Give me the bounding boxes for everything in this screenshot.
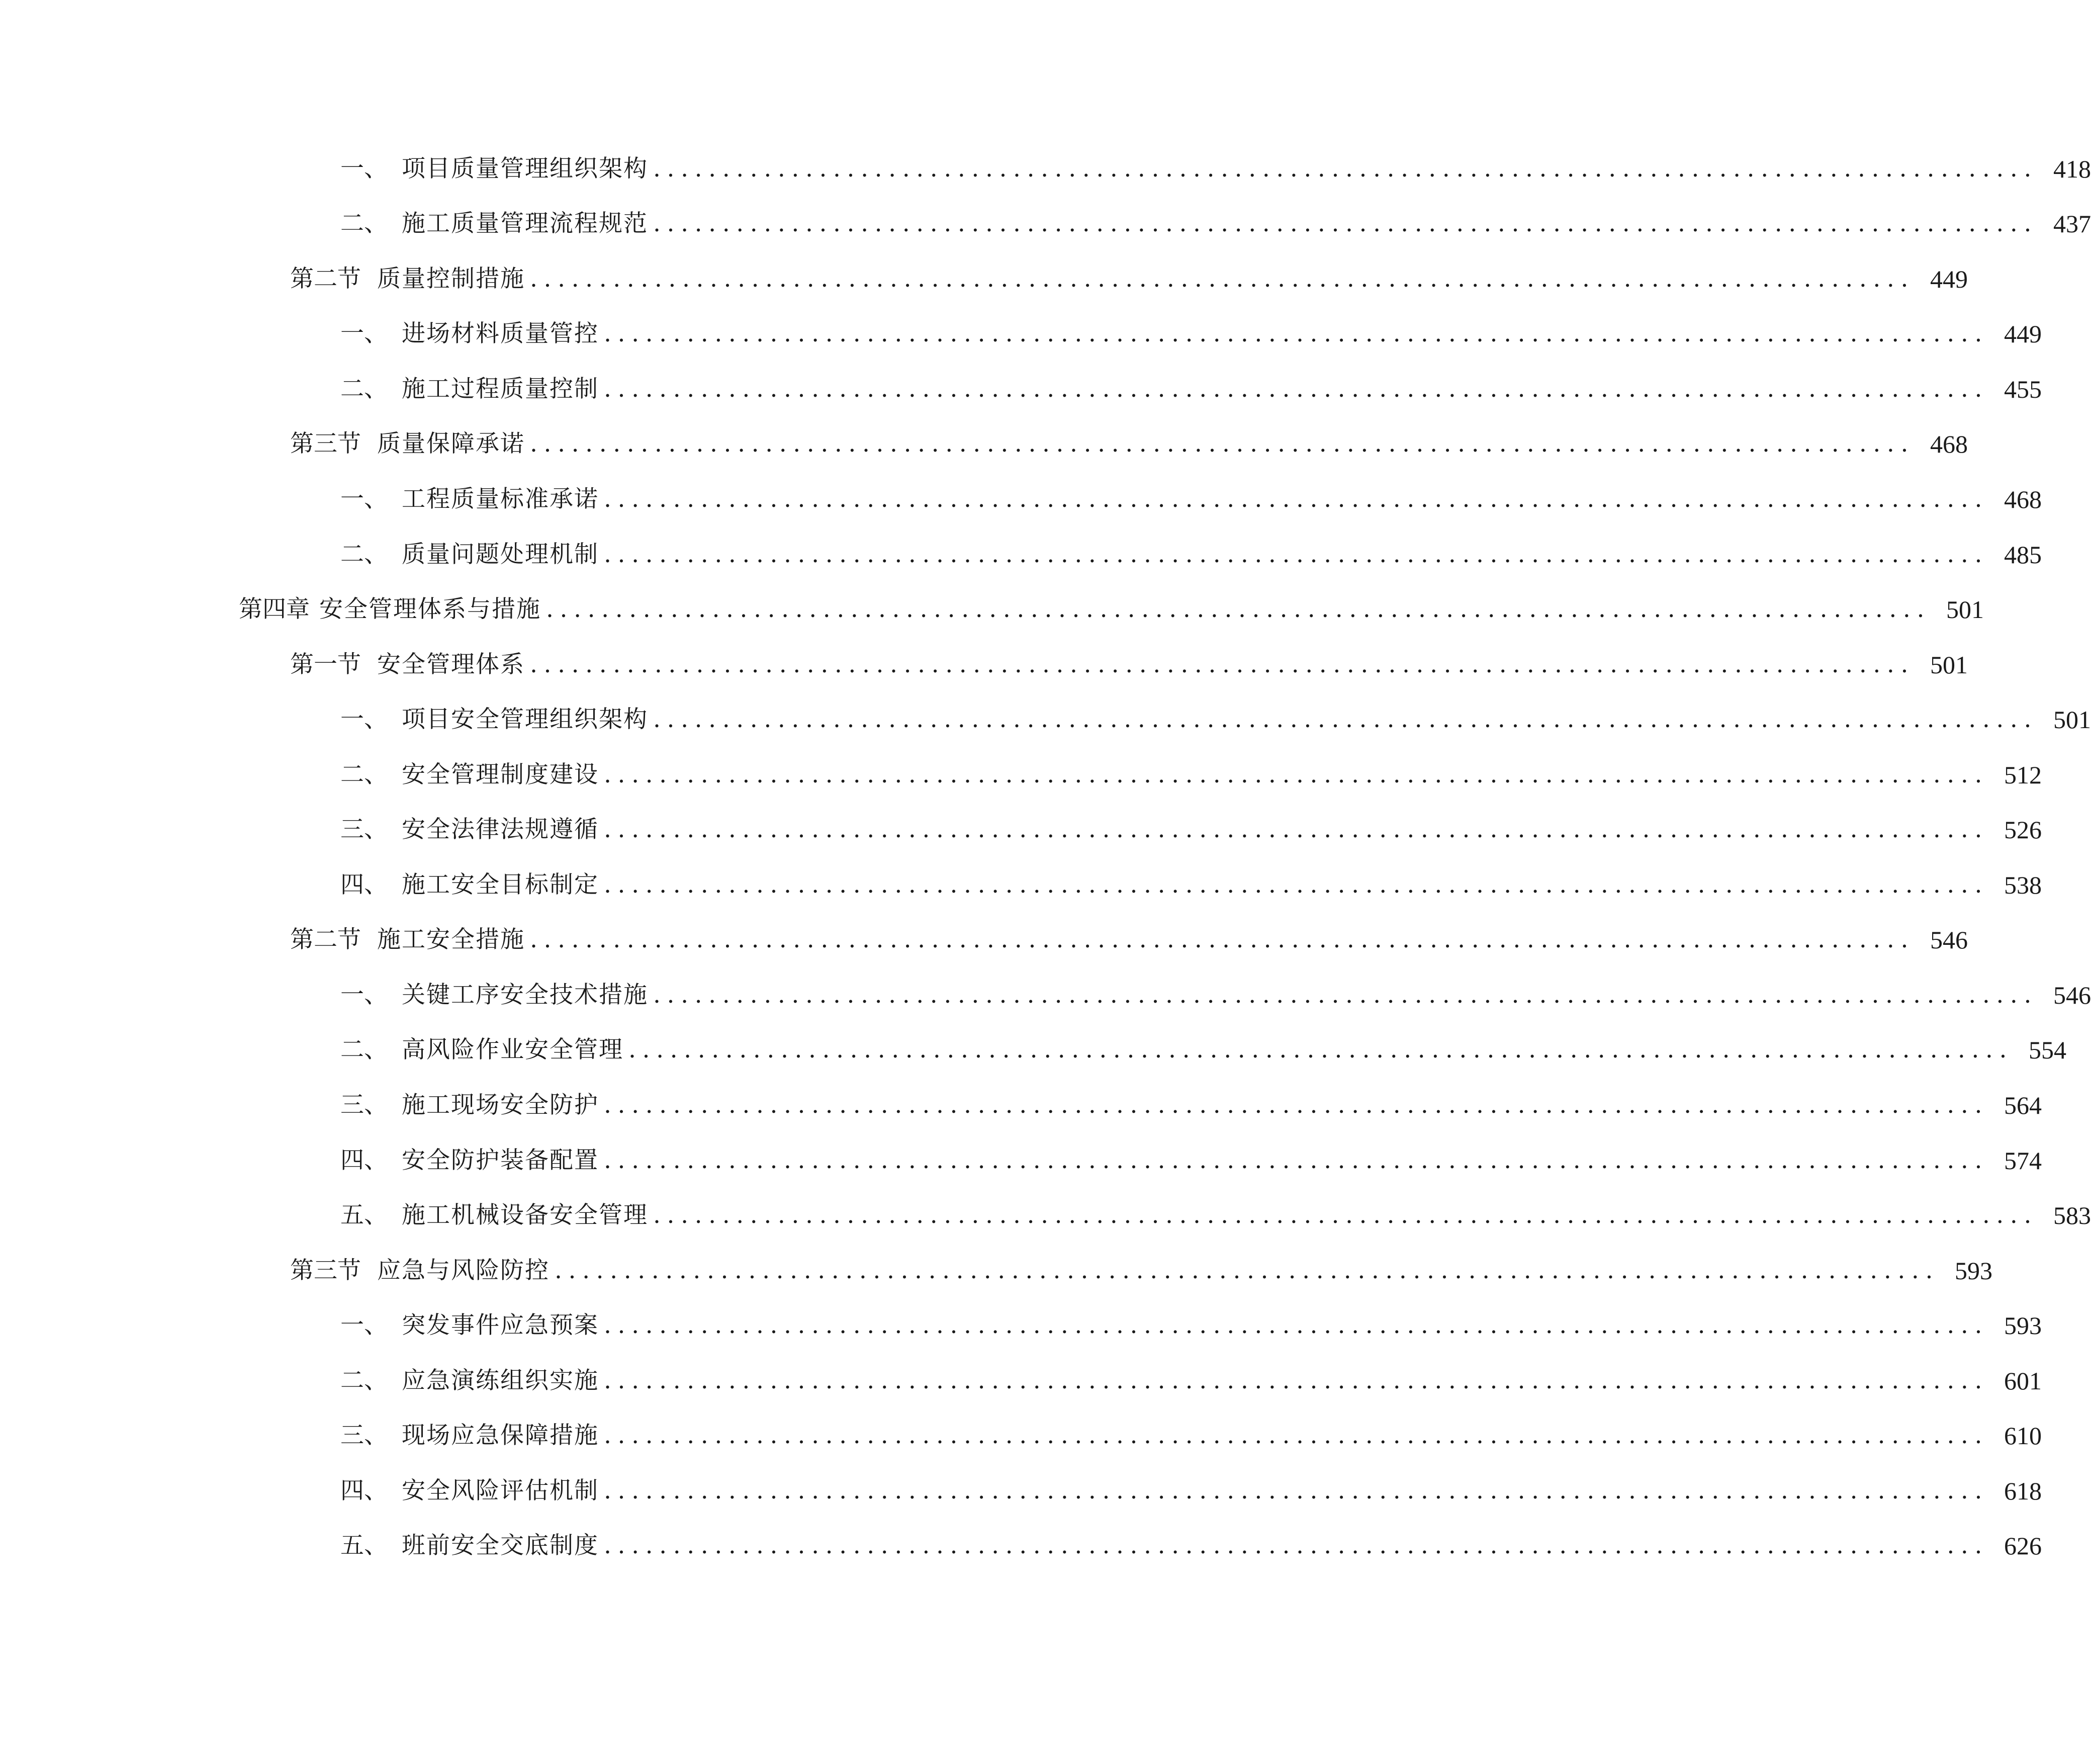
- toc-entry-title: 安全管理制度建设: [402, 761, 599, 788]
- toc-entry[interactable]: [0, 1416, 2042, 1456]
- toc-entry-number: 四、: [340, 1146, 388, 1174]
- toc-dot-leader: ....................................................................................................: [546, 595, 1931, 623]
- toc-page-number: 593: [1955, 1257, 1992, 1285]
- toc-entry-number: 第三节: [290, 1257, 361, 1284]
- toc-page-number: 601: [2004, 1367, 2042, 1395]
- toc-entry-number: 四、: [340, 1477, 388, 1505]
- toc-page-number: 501: [2053, 705, 2091, 734]
- toc-entry-title: 施工质量管理流程规范: [402, 210, 648, 237]
- toc-page-number: 449: [1930, 265, 1968, 293]
- toc-entry-title: 班前安全交底制度: [402, 1532, 599, 1559]
- toc-entry[interactable]: [0, 920, 1968, 960]
- toc-entry-number: 三、: [340, 1091, 388, 1119]
- toc-dot-leader: ....................................................................................................: [530, 265, 1915, 293]
- toc-page-number: 501: [1930, 651, 1968, 679]
- toc-entry-number: 一、: [340, 981, 388, 1009]
- toc-entry-title: 现场应急保障措施: [402, 1422, 599, 1449]
- toc-entry-number: 二、: [340, 761, 388, 788]
- toc-entry-title: 项目安全管理组织架构: [402, 705, 648, 733]
- toc-entry[interactable]: [0, 589, 1984, 630]
- toc-entry[interactable]: [0, 535, 2042, 575]
- toc-entry-title: 应急与风险防控: [377, 1257, 550, 1284]
- toc-entry-number: 第一节: [290, 651, 361, 678]
- toc-page-number: 554: [2029, 1036, 2066, 1064]
- toc-entry[interactable]: [0, 1085, 2042, 1125]
- toc-page-number: 468: [2004, 485, 2042, 513]
- toc-page-number: 468: [1930, 430, 1968, 458]
- toc-dot-leader: ....................................................................................................: [604, 1532, 1988, 1559]
- toc-entry-number: 一、: [340, 1311, 388, 1339]
- toc-dot-leader: ....................................................................................................: [530, 430, 1915, 458]
- toc-page-number: 583: [2053, 1201, 2091, 1229]
- toc-entry-title: 进场材料质量管控: [402, 320, 599, 347]
- toc-entry-title: 项目质量管理组织架构: [402, 155, 648, 183]
- toc-page-number: 618: [2004, 1477, 2042, 1505]
- toc-entry-number: 五、: [340, 1201, 388, 1229]
- toc-entry-title: 关键工序安全技术措施: [402, 981, 648, 1009]
- toc-entry-title: 应急演练组织实施: [402, 1367, 599, 1394]
- toc-dot-leader: ....................................................................................................: [604, 761, 1988, 788]
- toc-dot-leader: ....................................................................................................: [628, 1036, 2013, 1064]
- toc-entry-number: 三、: [340, 816, 388, 843]
- toc-entry-title: 质量控制措施: [377, 265, 525, 293]
- toc-dot-leader: ....................................................................................................: [604, 1477, 1988, 1505]
- toc-entry-title: 施工安全目标制定: [402, 871, 599, 899]
- toc-entry-title: 安全法律法规遵循: [402, 816, 599, 843]
- toc-entry-title: 质量问题处理机制: [402, 541, 599, 568]
- toc-entry[interactable]: [0, 369, 2042, 409]
- toc-entry-title: 施工安全措施: [377, 926, 525, 953]
- toc-dot-leader: ....................................................................................................: [653, 981, 2038, 1009]
- toc-entry-number: 第三节: [290, 430, 361, 458]
- toc-page-number: 455: [2004, 375, 2042, 403]
- toc-page-number: 526: [2004, 816, 2042, 844]
- toc-entry[interactable]: [0, 314, 2042, 354]
- toc-entry-number: 一、: [340, 705, 388, 733]
- toc-entry[interactable]: [0, 1030, 2066, 1070]
- toc-entry[interactable]: [0, 424, 1968, 464]
- toc-entry-title: 施工过程质量控制: [402, 375, 599, 403]
- toc-entry-number: 三、: [340, 1422, 388, 1449]
- toc-page-number: 574: [2004, 1146, 2042, 1175]
- toc-entry-number: 二、: [340, 375, 388, 403]
- toc-entry[interactable]: [0, 149, 2091, 189]
- toc-dot-leader: ....................................................................................................: [604, 816, 1988, 843]
- toc-entry-title: 突发事件应急预案: [402, 1311, 599, 1339]
- toc-entry[interactable]: [0, 1195, 2091, 1236]
- toc-dot-leader: ....................................................................................................: [604, 541, 1988, 568]
- toc-dot-leader: ....................................................................................................: [530, 926, 1915, 953]
- toc-entry-number: 二、: [340, 1036, 388, 1064]
- toc-entry-title: 施工现场安全防护: [402, 1091, 599, 1119]
- toc-entry[interactable]: [0, 1361, 2042, 1401]
- toc-entry-number: 一、: [340, 320, 388, 347]
- toc-dot-leader: ....................................................................................................: [653, 705, 2038, 733]
- toc-entry[interactable]: [0, 699, 2091, 740]
- toc-dot-leader: ....................................................................................................: [604, 1091, 1988, 1119]
- toc-entry-number: 四、: [340, 871, 388, 899]
- toc-entry[interactable]: [0, 1140, 2042, 1181]
- toc-dot-leader: ....................................................................................................: [653, 1201, 2038, 1229]
- toc-page-number: 546: [1930, 926, 1968, 954]
- toc-dot-leader: ....................................................................................................: [604, 320, 1988, 347]
- toc-entry-title: 安全风险评估机制: [402, 1477, 599, 1505]
- toc-dot-leader: ....................................................................................................: [604, 1311, 1988, 1339]
- toc-entry-title: 施工机械设备安全管理: [402, 1201, 648, 1229]
- toc-entry[interactable]: [0, 810, 2042, 850]
- toc-entry[interactable]: [0, 1471, 2042, 1511]
- toc-entry-title: 质量保障承诺: [377, 430, 525, 458]
- toc-page-number: 546: [2053, 981, 2091, 1009]
- toc-entry-number: 一、: [340, 485, 388, 513]
- toc-dot-leader: ....................................................................................................: [604, 1422, 1988, 1449]
- toc-entry-number: 第四章: [239, 595, 310, 623]
- toc-entry-title: 安全管理体系与措施: [319, 595, 541, 623]
- toc-dot-leader: ....................................................................................................: [604, 871, 1988, 899]
- toc-entry[interactable]: [0, 259, 1968, 299]
- toc-entry[interactable]: [0, 1526, 2042, 1566]
- toc-dot-leader: ....................................................................................................: [653, 210, 2038, 237]
- toc-page-number: 437: [2053, 210, 2091, 238]
- toc-dot-leader: ....................................................................................................: [530, 651, 1915, 678]
- toc-entry[interactable]: [0, 204, 2091, 244]
- toc-entry-title: 工程质量标准承诺: [402, 485, 599, 513]
- toc-page-number: 593: [2004, 1311, 2042, 1340]
- toc-page-number: 485: [2004, 541, 2042, 569]
- toc-entry-number: 二、: [340, 210, 388, 237]
- toc-entry-number: 二、: [340, 541, 388, 568]
- toc-entry[interactable]: [0, 975, 2091, 1015]
- toc-entry-title: 安全防护装备配置: [402, 1146, 599, 1174]
- toc-page-number: 512: [2004, 761, 2042, 789]
- toc-page-number: 538: [2004, 871, 2042, 899]
- toc-dot-leader: ....................................................................................................: [604, 485, 1988, 513]
- toc-page-number: 610: [2004, 1422, 2042, 1450]
- toc-entry-number: 第二节: [290, 926, 361, 953]
- toc-page-number: 449: [2004, 320, 2042, 348]
- toc-dot-leader: ....................................................................................................: [555, 1257, 1939, 1284]
- toc-page-number: 501: [1946, 595, 1984, 624]
- toc-page-number: 564: [2004, 1091, 2042, 1119]
- toc-dot-leader: ....................................................................................................: [604, 1367, 1988, 1394]
- toc-page-number: 626: [2004, 1532, 2042, 1560]
- toc-entry-number: 五、: [340, 1532, 388, 1559]
- toc-entry-number: 二、: [340, 1367, 388, 1394]
- toc-entry[interactable]: [0, 1251, 1992, 1291]
- toc-entry-number: 第二节: [290, 265, 361, 293]
- toc-page-number: 418: [2053, 155, 2091, 183]
- toc-dot-leader: ....................................................................................................: [604, 375, 1988, 403]
- toc-dot-leader: ....................................................................................................: [604, 1146, 1988, 1174]
- toc-dot-leader: ....................................................................................................: [653, 155, 2038, 183]
- toc-entry[interactable]: [0, 645, 1968, 685]
- toc-entry[interactable]: [0, 865, 2042, 905]
- toc-entry-title: 安全管理体系: [377, 651, 525, 678]
- toc-entry[interactable]: [0, 1305, 2042, 1346]
- toc-entry-number: 一、: [340, 155, 388, 183]
- toc-entry[interactable]: [0, 479, 2042, 519]
- toc-entry[interactable]: [0, 755, 2042, 795]
- toc-entry-title: 高风险作业安全管理: [402, 1036, 623, 1064]
